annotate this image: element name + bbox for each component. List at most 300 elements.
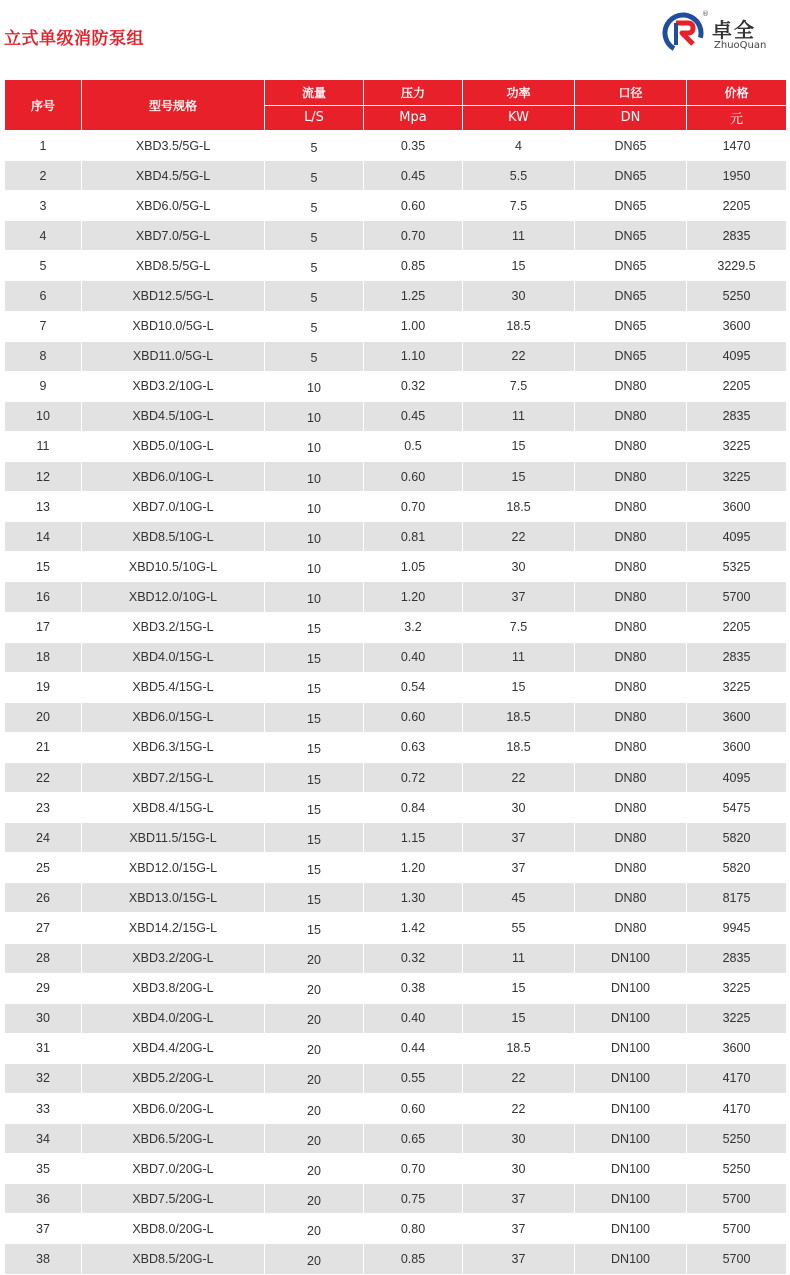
cell-price: 5325: [687, 552, 787, 582]
cell-pressure: 0.44: [364, 1033, 463, 1063]
cell-pressure: 1.42: [364, 913, 463, 943]
cell-power: 22: [463, 762, 575, 792]
cell-model: XBD8.0/20G-L: [82, 1214, 265, 1244]
cell-price: 5250: [687, 1124, 787, 1154]
cell-price: 3225: [687, 462, 787, 492]
cell-index: 19: [5, 672, 82, 702]
cell-model: XBD10.0/5G-L: [82, 311, 265, 341]
cell-model: XBD4.0/15G-L: [82, 642, 265, 672]
cell-flow: 5: [265, 131, 364, 161]
cell-power: 18.5: [463, 702, 575, 732]
table-row: [5, 462, 787, 492]
cell-diameter: DN65: [575, 251, 687, 281]
cell-index: 27: [5, 913, 82, 943]
cell-index: 16: [5, 582, 82, 612]
cell-price: 5475: [687, 793, 787, 823]
cell-pressure: 0.55: [364, 1063, 463, 1093]
table-row: [5, 251, 787, 281]
cell-power: 15: [463, 973, 575, 1003]
table-row: [5, 281, 787, 311]
cell-price: 4095: [687, 341, 787, 371]
table-row: [5, 492, 787, 522]
cell-index: 36: [5, 1184, 82, 1214]
cell-power: 11: [463, 401, 575, 431]
cell-diameter: DN80: [575, 582, 687, 612]
cell-power: 11: [463, 943, 575, 973]
cell-power: 37: [463, 853, 575, 883]
cell-pressure: 0.45: [364, 161, 463, 191]
cell-power: 30: [463, 1124, 575, 1154]
cell-pressure: 0.32: [364, 943, 463, 973]
cell-model: XBD12.0/15G-L: [82, 853, 265, 883]
cell-model: XBD8.5/10G-L: [82, 522, 265, 552]
cell-model: XBD7.5/20G-L: [82, 1184, 265, 1214]
table-row: [5, 853, 787, 883]
cell-flow: 10: [265, 522, 364, 552]
cell-model: XBD4.4/20G-L: [82, 1033, 265, 1063]
cell-model: XBD5.2/20G-L: [82, 1063, 265, 1093]
cell-price: 3600: [687, 702, 787, 732]
table-row: [5, 793, 787, 823]
cell-flow: 15: [265, 702, 364, 732]
cell-power: 45: [463, 883, 575, 913]
cell-flow: 20: [265, 943, 364, 973]
cell-model: XBD6.3/15G-L: [82, 732, 265, 762]
cell-diameter: DN80: [575, 492, 687, 522]
cell-power: 30: [463, 281, 575, 311]
cell-model: XBD11.5/15G-L: [82, 823, 265, 853]
cell-power: 30: [463, 552, 575, 582]
cell-diameter: DN65: [575, 191, 687, 221]
cell-pressure: 0.40: [364, 1003, 463, 1033]
cell-diameter: DN80: [575, 883, 687, 913]
cell-price: 5700: [687, 1214, 787, 1244]
cell-power: 5.5: [463, 161, 575, 191]
cell-index: 38: [5, 1244, 82, 1274]
table-row: [5, 341, 787, 371]
cell-pressure: 1.20: [364, 853, 463, 883]
cell-model: XBD6.0/10G-L: [82, 462, 265, 492]
cell-price: 9945: [687, 913, 787, 943]
cell-pressure: 1.20: [364, 582, 463, 612]
cell-pressure: 0.65: [364, 1124, 463, 1154]
cell-model: XBD4.5/5G-L: [82, 161, 265, 191]
cell-index: 11: [5, 431, 82, 461]
header-price: 价格: [687, 80, 787, 106]
cell-flow: 20: [265, 1003, 364, 1033]
cell-index: 7: [5, 311, 82, 341]
cell-power: 15: [463, 431, 575, 461]
table-row: [5, 191, 787, 221]
cell-pressure: 0.54: [364, 672, 463, 702]
cell-flow: 15: [265, 732, 364, 762]
cell-model: XBD8.5/20G-L: [82, 1244, 265, 1274]
table-row: [5, 642, 787, 672]
table-row: [5, 1033, 787, 1063]
cell-index: 13: [5, 492, 82, 522]
cell-index: 6: [5, 281, 82, 311]
cell-power: 11: [463, 221, 575, 251]
cell-power: 22: [463, 522, 575, 552]
cell-diameter: DN65: [575, 341, 687, 371]
unit-flow: L/S: [265, 105, 364, 131]
table-row: [5, 1094, 787, 1124]
cell-index: 14: [5, 522, 82, 552]
cell-index: 29: [5, 973, 82, 1003]
cell-power: 22: [463, 1094, 575, 1124]
cell-index: 28: [5, 943, 82, 973]
table-row: [5, 582, 787, 612]
cell-model: XBD6.0/15G-L: [82, 702, 265, 732]
cell-flow: 15: [265, 793, 364, 823]
cell-index: 15: [5, 552, 82, 582]
cell-price: 2205: [687, 191, 787, 221]
table-row: [5, 672, 787, 702]
cell-price: 5700: [687, 1244, 787, 1274]
table-row: [5, 371, 787, 401]
cell-flow: 20: [265, 1214, 364, 1244]
cell-flow: 15: [265, 612, 364, 642]
cell-power: 7.5: [463, 191, 575, 221]
table-body: [5, 131, 787, 1275]
cell-price: 8175: [687, 883, 787, 913]
table-row: [5, 762, 787, 792]
cell-model: XBD5.0/10G-L: [82, 431, 265, 461]
table-row: [5, 702, 787, 732]
cell-model: XBD8.5/5G-L: [82, 251, 265, 281]
table-row: [5, 1003, 787, 1033]
cell-flow: 5: [265, 281, 364, 311]
cell-price: 5820: [687, 853, 787, 883]
cell-pressure: 0.60: [364, 191, 463, 221]
cell-flow: 5: [265, 221, 364, 251]
cell-price: 3225: [687, 1003, 787, 1033]
unit-diameter: DN: [575, 105, 687, 131]
header-diameter: 口径: [575, 80, 687, 106]
table-row: [5, 1214, 787, 1244]
cell-power: 15: [463, 251, 575, 281]
cell-index: 33: [5, 1094, 82, 1124]
cell-diameter: DN100: [575, 1063, 687, 1093]
cell-index: 9: [5, 371, 82, 401]
cell-diameter: DN100: [575, 1094, 687, 1124]
cell-pressure: 0.75: [364, 1184, 463, 1214]
cell-model: XBD3.2/20G-L: [82, 943, 265, 973]
cell-price: 2835: [687, 221, 787, 251]
cell-pressure: 0.85: [364, 1244, 463, 1274]
table-row: [5, 311, 787, 341]
cell-index: 18: [5, 642, 82, 672]
cell-diameter: DN80: [575, 853, 687, 883]
cell-price: 2205: [687, 612, 787, 642]
cell-diameter: DN100: [575, 1003, 687, 1033]
cell-diameter: DN80: [575, 462, 687, 492]
cell-model: XBD13.0/15G-L: [82, 883, 265, 913]
cell-diameter: DN100: [575, 1184, 687, 1214]
cell-pressure: 0.85: [364, 251, 463, 281]
cell-model: XBD8.4/15G-L: [82, 793, 265, 823]
cell-pressure: 0.32: [364, 371, 463, 401]
cell-flow: 10: [265, 582, 364, 612]
cell-diameter: DN80: [575, 913, 687, 943]
cell-index: 30: [5, 1003, 82, 1033]
logo-name-cn: 卓全: [712, 18, 756, 42]
cell-flow: 20: [265, 1154, 364, 1184]
cell-diameter: DN80: [575, 702, 687, 732]
cell-model: XBD10.5/10G-L: [82, 552, 265, 582]
cell-flow: 20: [265, 1094, 364, 1124]
cell-power: 15: [463, 1003, 575, 1033]
cell-index: 5: [5, 251, 82, 281]
cell-diameter: DN80: [575, 431, 687, 461]
cell-flow: 20: [265, 1063, 364, 1093]
cell-flow: 15: [265, 853, 364, 883]
cell-index: 25: [5, 853, 82, 883]
cell-price: 4170: [687, 1094, 787, 1124]
table-row: [5, 131, 787, 161]
cell-flow: 5: [265, 341, 364, 371]
cell-power: 18.5: [463, 492, 575, 522]
cell-pressure: 0.35: [364, 131, 463, 161]
header-flow: 流量: [265, 80, 364, 106]
cell-index: 8: [5, 341, 82, 371]
cell-index: 23: [5, 793, 82, 823]
cell-diameter: DN65: [575, 161, 687, 191]
brand-logo: [662, 10, 782, 58]
cell-diameter: DN80: [575, 732, 687, 762]
cell-diameter: DN80: [575, 401, 687, 431]
cell-pressure: 0.70: [364, 221, 463, 251]
cell-pressure: 0.60: [364, 1094, 463, 1124]
cell-pressure: 0.40: [364, 642, 463, 672]
cell-flow: 10: [265, 401, 364, 431]
cell-model: XBD3.2/10G-L: [82, 371, 265, 401]
cell-flow: 15: [265, 883, 364, 913]
cell-pressure: 0.38: [364, 973, 463, 1003]
cell-flow: 15: [265, 642, 364, 672]
cell-flow: 15: [265, 823, 364, 853]
cell-model: XBD12.5/5G-L: [82, 281, 265, 311]
cell-diameter: DN100: [575, 1154, 687, 1184]
cell-pressure: 0.60: [364, 702, 463, 732]
cell-pressure: 1.10: [364, 341, 463, 371]
table-row: [5, 1154, 787, 1184]
unit-power: KW: [463, 105, 575, 131]
cell-price: 2835: [687, 642, 787, 672]
cell-index: 34: [5, 1124, 82, 1154]
table-row: [5, 401, 787, 431]
cell-index: 20: [5, 702, 82, 732]
table-row: [5, 522, 787, 552]
logo-name-en: ZhuoQuan: [714, 40, 767, 51]
cell-price: 5820: [687, 823, 787, 853]
header-index: 序号: [5, 80, 82, 131]
cell-price: 4095: [687, 522, 787, 552]
cell-model: XBD7.0/10G-L: [82, 492, 265, 522]
cell-diameter: DN100: [575, 1124, 687, 1154]
header-model: 型号规格: [82, 80, 265, 131]
cell-model: XBD7.0/20G-L: [82, 1154, 265, 1184]
cell-flow: 20: [265, 973, 364, 1003]
cell-power: 15: [463, 462, 575, 492]
cell-diameter: DN80: [575, 642, 687, 672]
cell-power: 22: [463, 1063, 575, 1093]
cell-flow: 20: [265, 1184, 364, 1214]
unit-price: 元: [687, 105, 787, 131]
cell-flow: 5: [265, 161, 364, 191]
cell-pressure: 0.84: [364, 793, 463, 823]
cell-price: 3225: [687, 431, 787, 461]
cell-pressure: 0.70: [364, 1154, 463, 1184]
cell-price: 5700: [687, 1184, 787, 1214]
registered-mark: ®: [702, 10, 709, 18]
cell-index: 17: [5, 612, 82, 642]
cell-diameter: DN65: [575, 281, 687, 311]
table-row: [5, 883, 787, 913]
cell-model: XBD6.0/20G-L: [82, 1094, 265, 1124]
cell-index: 37: [5, 1214, 82, 1244]
cell-flow: 20: [265, 1124, 364, 1154]
cell-price: 3600: [687, 492, 787, 522]
table-row: [5, 732, 787, 762]
cell-model: XBD4.5/10G-L: [82, 401, 265, 431]
cell-index: 31: [5, 1033, 82, 1063]
cell-power: 4: [463, 131, 575, 161]
cell-diameter: DN80: [575, 793, 687, 823]
cell-pressure: 1.05: [364, 552, 463, 582]
cell-model: XBD6.0/5G-L: [82, 191, 265, 221]
cell-pressure: 0.81: [364, 522, 463, 552]
table-row: [5, 973, 787, 1003]
table-row: [5, 943, 787, 973]
cell-price: 1950: [687, 161, 787, 191]
cell-price: 3225: [687, 672, 787, 702]
cell-flow: 15: [265, 762, 364, 792]
cell-power: 15: [463, 672, 575, 702]
cell-index: 10: [5, 401, 82, 431]
table-row: [5, 612, 787, 642]
cell-pressure: 1.30: [364, 883, 463, 913]
cell-pressure: 0.72: [364, 762, 463, 792]
cell-index: 4: [5, 221, 82, 251]
cell-model: XBD7.2/15G-L: [82, 762, 265, 792]
unit-pressure: Mpa: [364, 105, 463, 131]
cell-diameter: DN65: [575, 311, 687, 341]
page-title: 立式单级消防泵组: [4, 29, 144, 49]
cell-price: 3600: [687, 1033, 787, 1063]
cell-price: 4170: [687, 1063, 787, 1093]
cell-model: XBD4.0/20G-L: [82, 1003, 265, 1033]
cell-price: 5700: [687, 582, 787, 612]
cell-model: XBD14.2/15G-L: [82, 913, 265, 943]
table-row: [5, 221, 787, 251]
cell-price: 3225: [687, 973, 787, 1003]
cell-index: 35: [5, 1154, 82, 1184]
cell-pressure: 0.70: [364, 492, 463, 522]
cell-flow: 20: [265, 1244, 364, 1274]
table-row: [5, 1184, 787, 1214]
cell-pressure: 0.60: [364, 462, 463, 492]
table-row: [5, 552, 787, 582]
cell-price: 5250: [687, 281, 787, 311]
cell-power: 37: [463, 1214, 575, 1244]
zhuoquan-logo-icon: [662, 12, 704, 54]
cell-power: 30: [463, 1154, 575, 1184]
cell-power: 37: [463, 1244, 575, 1274]
cell-power: 18.5: [463, 1033, 575, 1063]
cell-power: 18.5: [463, 311, 575, 341]
cell-model: XBD3.5/5G-L: [82, 131, 265, 161]
cell-diameter: DN80: [575, 672, 687, 702]
cell-flow: 5: [265, 311, 364, 341]
cell-diameter: DN80: [575, 522, 687, 552]
cell-diameter: DN80: [575, 612, 687, 642]
cell-power: 55: [463, 913, 575, 943]
header-pressure: 压力: [364, 80, 463, 106]
cell-price: 4095: [687, 762, 787, 792]
table-row: [5, 161, 787, 191]
cell-flow: 10: [265, 431, 364, 461]
cell-power: 18.5: [463, 732, 575, 762]
cell-model: XBD6.5/20G-L: [82, 1124, 265, 1154]
table-row: [5, 1244, 787, 1274]
table-row: [5, 1124, 787, 1154]
cell-flow: 10: [265, 492, 364, 522]
cell-price: 3229.5: [687, 251, 787, 281]
cell-diameter: DN65: [575, 221, 687, 251]
cell-model: XBD3.8/20G-L: [82, 973, 265, 1003]
cell-flow: 10: [265, 552, 364, 582]
cell-power: 11: [463, 642, 575, 672]
cell-diameter: DN100: [575, 1244, 687, 1274]
cell-diameter: DN100: [575, 943, 687, 973]
cell-diameter: DN100: [575, 1033, 687, 1063]
cell-flow: 5: [265, 251, 364, 281]
cell-model: XBD11.0/5G-L: [82, 341, 265, 371]
cell-index: 22: [5, 762, 82, 792]
cell-power: 37: [463, 582, 575, 612]
cell-index: 26: [5, 883, 82, 913]
cell-diameter: DN65: [575, 131, 687, 161]
cell-flow: 5: [265, 191, 364, 221]
cell-power: 30: [463, 793, 575, 823]
cell-index: 21: [5, 732, 82, 762]
cell-index: 2: [5, 161, 82, 191]
cell-index: 32: [5, 1063, 82, 1093]
cell-pressure: 0.45: [364, 401, 463, 431]
cell-power: 7.5: [463, 371, 575, 401]
cell-pressure: 3.2: [364, 612, 463, 642]
cell-diameter: DN100: [575, 1214, 687, 1244]
table-row: [5, 431, 787, 461]
header-power: 功率: [463, 80, 575, 106]
cell-diameter: DN80: [575, 762, 687, 792]
table-row: [5, 1063, 787, 1093]
cell-pressure: 0.5: [364, 431, 463, 461]
cell-model: XBD3.2/15G-L: [82, 612, 265, 642]
cell-power: 37: [463, 823, 575, 853]
cell-power: 7.5: [463, 612, 575, 642]
cell-price: 1470: [687, 131, 787, 161]
cell-index: 12: [5, 462, 82, 492]
cell-pressure: 1.15: [364, 823, 463, 853]
cell-index: 3: [5, 191, 82, 221]
cell-price: 3600: [687, 732, 787, 762]
table-row: [5, 913, 787, 943]
cell-diameter: DN80: [575, 823, 687, 853]
table-row: [5, 823, 787, 853]
cell-pressure: 0.63: [364, 732, 463, 762]
